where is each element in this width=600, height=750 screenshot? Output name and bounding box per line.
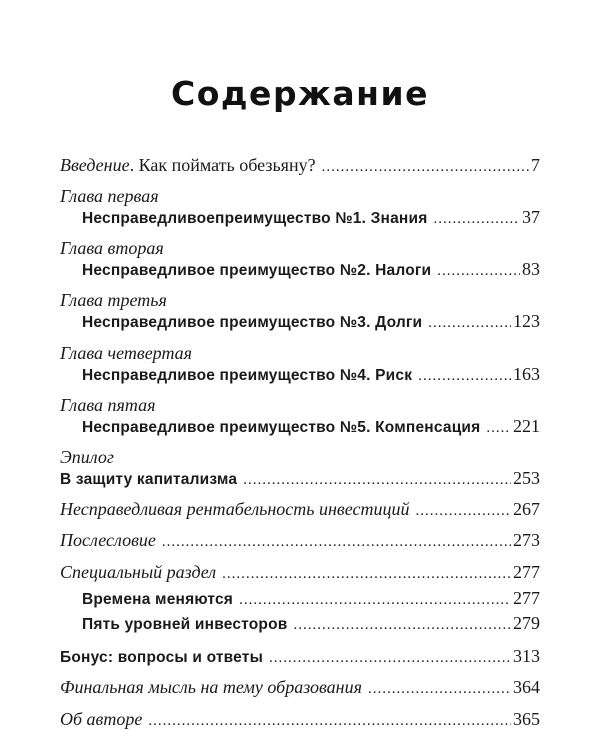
dot-leader xyxy=(239,585,511,611)
dot-leader xyxy=(269,643,511,669)
page-number: 365 xyxy=(513,709,540,729)
chapter-name: Глава пятая xyxy=(60,395,156,415)
toc-entry-title: В защиту капитализма xyxy=(60,471,238,488)
toc-entry-lead: Введение xyxy=(60,155,130,175)
dot-leader xyxy=(486,413,511,439)
page-number: 37 xyxy=(522,207,540,227)
page-number: 253 xyxy=(513,468,540,488)
toc-entry-title: Несправедливоепреимущество №1. Знания xyxy=(82,210,428,227)
toc-entry-bonus-qa[interactable] xyxy=(60,643,540,669)
toc-entry-introduction[interactable] xyxy=(60,152,540,178)
toc-entry-text: . Как поймать обезьяну? xyxy=(129,155,316,175)
toc-entry-title: Об авторе xyxy=(60,709,143,729)
page-title: Содержание xyxy=(171,74,429,113)
dot-leader xyxy=(162,527,511,553)
toc-entry-title: Специальный раздел xyxy=(60,562,217,582)
chapter-name: Глава вторая xyxy=(60,238,164,258)
dot-leader xyxy=(368,674,511,700)
dot-leader xyxy=(222,559,511,585)
dot-leader xyxy=(437,256,520,282)
toc-entry-chapter-2[interactable] xyxy=(60,256,540,282)
toc-entry-title: Послесловие xyxy=(60,530,156,550)
toc-entry-chapter-1[interactable] xyxy=(60,204,540,230)
chapter-name: Глава третья xyxy=(60,290,167,310)
dot-leader xyxy=(415,496,511,522)
page-number: 123 xyxy=(513,311,540,331)
page-number: 163 xyxy=(513,364,540,384)
chapter-name: Глава четвертая xyxy=(60,343,193,363)
page-number: 83 xyxy=(522,259,540,279)
toc-entry-final-thought[interactable] xyxy=(60,674,540,700)
page-number: 277 xyxy=(513,562,540,582)
dot-leader xyxy=(418,361,511,387)
toc-entry-afterword[interactable] xyxy=(60,527,540,553)
toc-entry-title: Пять уровней инвесторов xyxy=(82,616,288,633)
toc-entry-title: Времена меняются xyxy=(82,591,234,608)
toc-entry-title: Несправедливое преимущество №2. Налоги xyxy=(82,262,432,279)
dot-leader xyxy=(428,308,511,334)
dot-leader xyxy=(322,152,529,178)
page-number: 313 xyxy=(513,646,540,666)
dot-leader xyxy=(433,204,520,230)
chapter-name: Эпилог xyxy=(60,447,114,467)
toc-entry-title: Несправедливое преимущество №5. Компенсация xyxy=(82,419,481,436)
toc-entry-title: Несправедливое преимущество №4. Риск xyxy=(82,367,413,384)
toc-entry-title: Финальная мысль на тему образования xyxy=(60,677,362,697)
toc-entry-title: Несправедливая рентабельность инвестиций xyxy=(60,499,410,519)
dot-leader xyxy=(243,465,511,491)
toc-entry-label xyxy=(60,152,316,178)
toc-entry-chapter-4[interactable] xyxy=(60,361,540,387)
chapter-name: Глава первая xyxy=(60,186,159,206)
page-number: 277 xyxy=(513,588,540,608)
toc-entry-title: Несправедливое преимущество №3. Долги xyxy=(82,314,423,331)
dot-leader xyxy=(293,610,511,636)
page-number: 221 xyxy=(513,416,540,436)
page-number: 364 xyxy=(513,677,540,697)
dot-leader xyxy=(148,706,511,732)
toc-entry-times-change[interactable] xyxy=(60,585,540,611)
page-number: 279 xyxy=(513,613,540,633)
toc-entry-special-section[interactable] xyxy=(60,559,540,585)
toc-entry-epilogue[interactable] xyxy=(60,465,540,491)
page-number: 7 xyxy=(531,155,540,175)
page-number: 273 xyxy=(513,530,540,550)
toc-entry-chapter-3[interactable] xyxy=(60,308,540,334)
toc-entry-title: Бонус: вопросы и ответы xyxy=(60,649,264,666)
toc-entry-about-author[interactable] xyxy=(60,706,540,732)
toc-entry-unfair-roi[interactable] xyxy=(60,496,540,522)
toc-entry-chapter-5[interactable] xyxy=(60,413,540,439)
page-number: 267 xyxy=(513,499,540,519)
toc-entry-investor-levels[interactable] xyxy=(60,610,540,636)
